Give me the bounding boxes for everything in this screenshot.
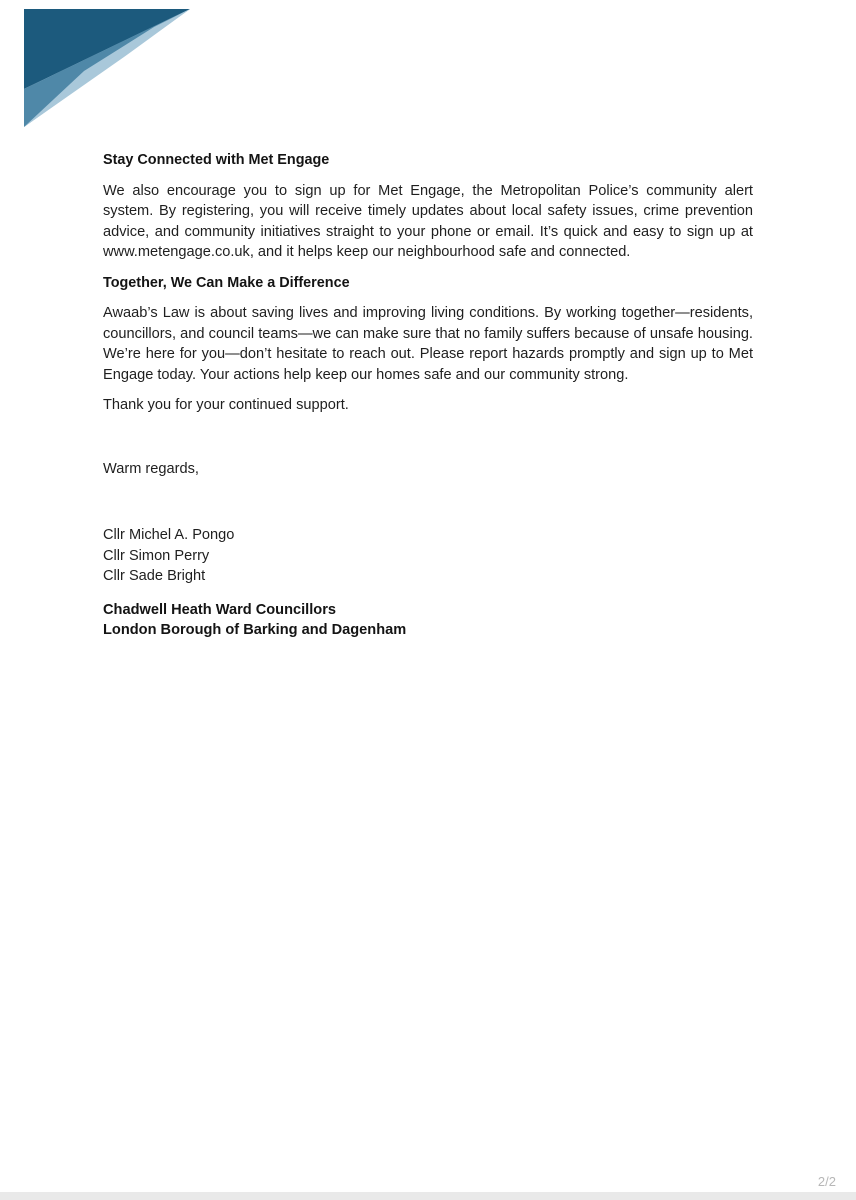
- viewer-bottom-bar: [0, 1192, 856, 1200]
- signatory-name: Cllr Michel A. Pongo: [103, 527, 235, 543]
- organisation-line: London Borough of Barking and Dagenham: [103, 622, 407, 638]
- closing-line: Warm regards,: [103, 460, 199, 477]
- signatories: [103, 525, 753, 587]
- letter-body: [103, 150, 753, 641]
- signatory-name: Cllr Simon Perry: [103, 547, 210, 564]
- thanks-line: Thank you for your continued support.: [103, 397, 349, 413]
- letterhead-graphic: [24, 9, 192, 127]
- page-indicator: 2/2: [817, 1174, 836, 1189]
- paragraph-difference: Awaab’s Law is about saving lives and improving living conditions. By working together—residents, councillors, and council teams—we can make sure that no family suffers because of unsafe housing. We’re here for you—don’t hesitate to reach out. Please report hazards promptly and sign up to Met Engage today. Your actions help keep our homes safe and our community strong.: [103, 305, 753, 383]
- signatory-name: Cllr Sade Bright: [103, 568, 206, 584]
- organisation-line: Chadwell Heath Ward Councillors: [103, 601, 336, 618]
- section-heading-met-engage: Stay Connected with Met Engage: [103, 152, 330, 168]
- paragraph-met-engage: We also encourage you to sign up for Met Engage, the Metropolitan Police’s community alert system. By registering, you will receive timely updates about local safety issues, crime prevention advice, and community initiatives straight to your phone or email. It’s quick and easy to sign up at www.metengage.co.uk, and it helps keep our neighbourhood safe and connected.: [103, 182, 753, 260]
- section-heading-difference: Together, We Can Make a Difference: [103, 274, 350, 291]
- organisation-block: [103, 600, 753, 641]
